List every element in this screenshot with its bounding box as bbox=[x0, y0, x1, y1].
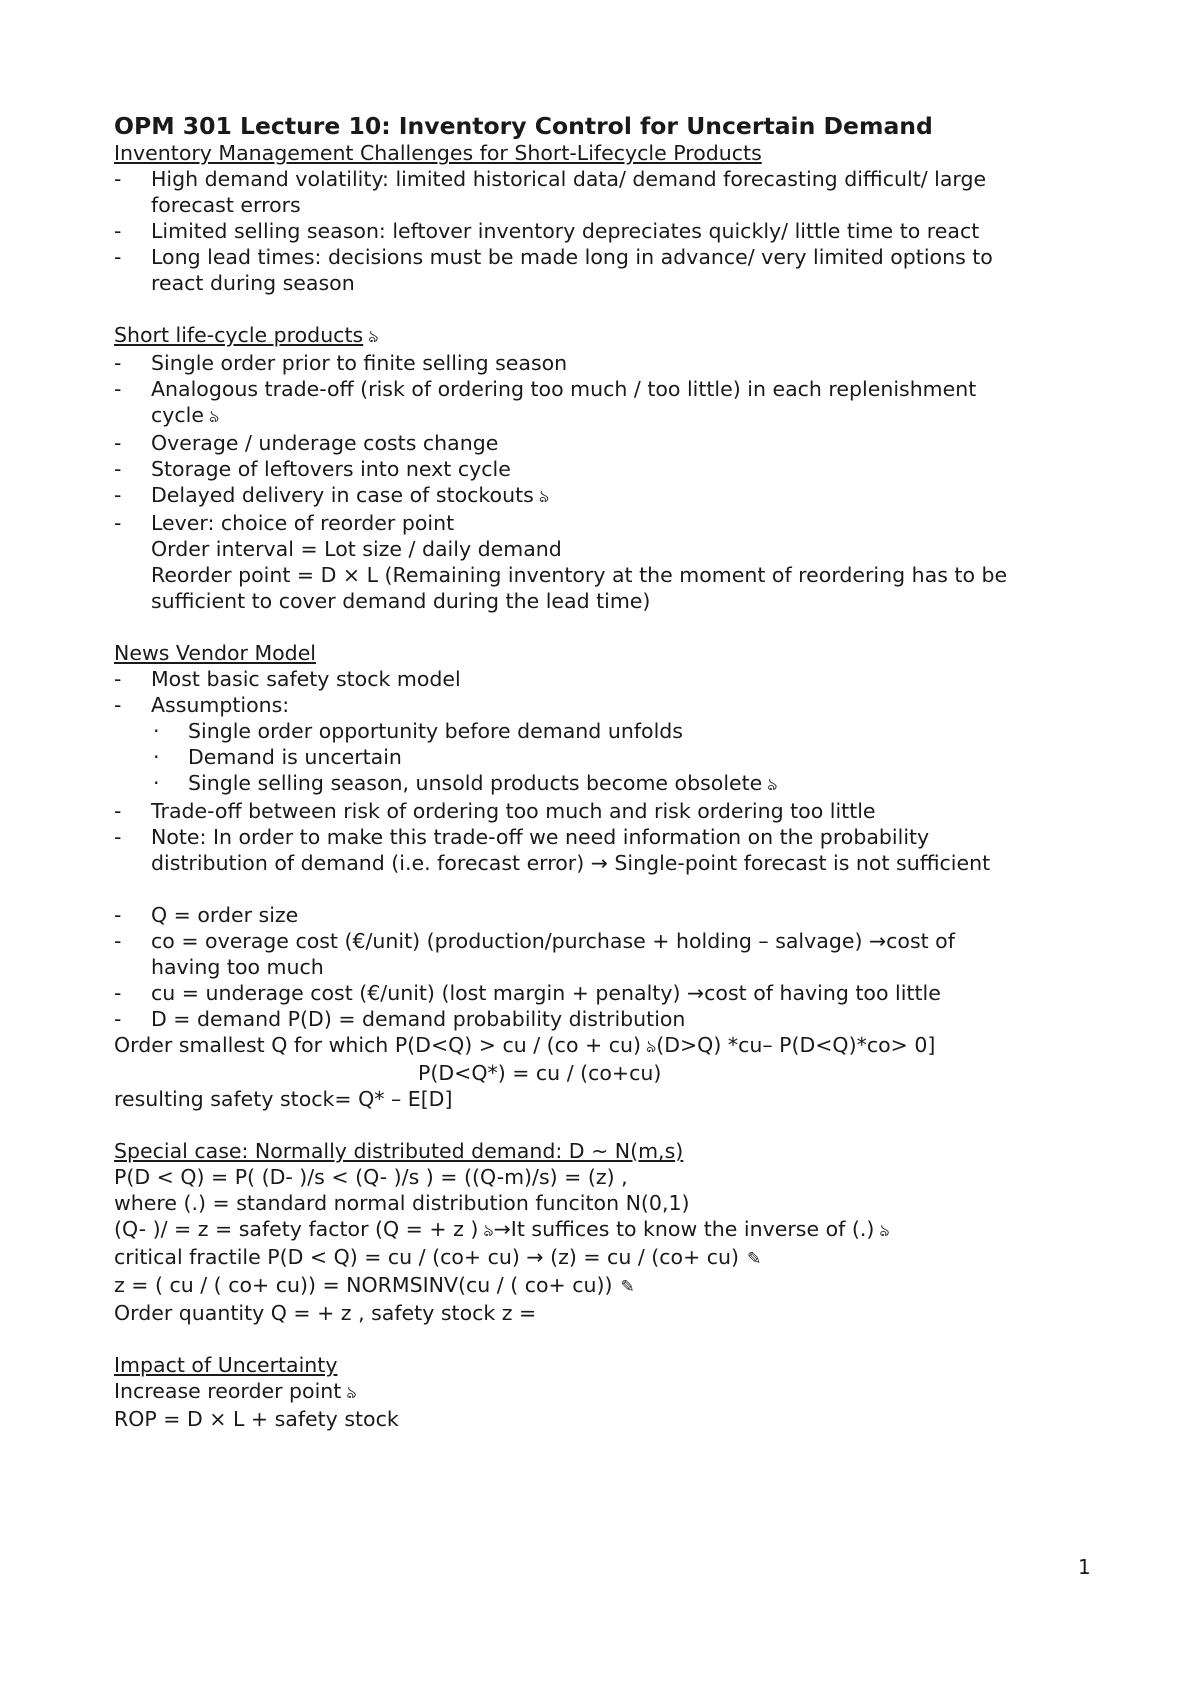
list-item bbox=[114, 510, 1104, 536]
formula-line: where (.) = standard normal distribution funciton N(0,1) bbox=[114, 1191, 690, 1215]
list-item bbox=[114, 482, 1104, 510]
list-item bbox=[114, 666, 1104, 692]
dash-marker: - bbox=[114, 1007, 122, 1031]
dash-marker: - bbox=[114, 377, 122, 401]
symbol-icon: ঌ bbox=[538, 487, 550, 507]
item-text: Q = order size bbox=[151, 903, 299, 927]
list-item bbox=[114, 928, 1104, 954]
item-continuation: Reorder point = D × L (Remaining inventory at the moment of reordering has to be bbox=[151, 563, 1008, 587]
item-text: Overage / underage costs change bbox=[151, 431, 499, 455]
item-text: D = demand P(D) = demand probability distribution bbox=[151, 1007, 686, 1031]
list-item bbox=[114, 824, 1104, 850]
dash-marker: - bbox=[114, 825, 122, 849]
item-continuation: forecast errors bbox=[151, 193, 301, 217]
list-item bbox=[114, 166, 1104, 192]
item-text: Single order prior to finite selling season bbox=[151, 351, 568, 375]
formula-line: Order quantity Q = + z , safety stock z = bbox=[114, 1301, 537, 1325]
list-item bbox=[114, 376, 1104, 402]
list-item bbox=[114, 244, 1104, 270]
symbol-icon: ঌ bbox=[767, 775, 778, 795]
section-heading-news-vendor: News Vendor Model bbox=[114, 641, 316, 665]
formula-line bbox=[114, 1032, 1104, 1060]
list-item bbox=[114, 456, 1104, 482]
item-text: Lever: choice of reorder point bbox=[151, 511, 455, 535]
sub-list-item bbox=[114, 718, 1104, 744]
item-text: Single selling season, unsold products become obsolete bbox=[188, 771, 763, 795]
symbol-icon: ঌ bbox=[208, 407, 220, 427]
item-text: Assumptions: bbox=[151, 693, 290, 717]
dot-marker: · bbox=[153, 745, 160, 769]
page-title: OPM 301 Lecture 10: Inventory Control for Uncertain Demand bbox=[114, 112, 933, 140]
dash-marker: - bbox=[114, 799, 122, 823]
item-text: Most basic safety stock model bbox=[151, 667, 461, 691]
dash-marker: - bbox=[114, 351, 122, 375]
item-text: Demand is uncertain bbox=[188, 745, 402, 769]
sub-list-item bbox=[114, 744, 1104, 770]
item-continuation: having too much bbox=[151, 955, 324, 979]
item-text: Analogous trade-off (risk of ordering too much / too little) in each replenishment bbox=[151, 377, 977, 401]
symbol-icon: ঌ bbox=[483, 1221, 494, 1241]
dash-marker: - bbox=[114, 245, 122, 269]
dash-marker: - bbox=[114, 667, 122, 691]
dash-marker: - bbox=[114, 693, 122, 717]
dash-marker: - bbox=[114, 903, 122, 927]
dot-marker: · bbox=[153, 719, 160, 743]
item-continuation: sufficient to cover demand during the lead time) bbox=[151, 589, 651, 613]
list-item bbox=[114, 902, 1104, 928]
dash-marker: - bbox=[114, 457, 122, 481]
item-text: Storage of leftovers into next cycle bbox=[151, 457, 511, 481]
list-item bbox=[114, 798, 1104, 824]
item-text: Limited selling season: leftover inventory depreciates quickly/ little time to react bbox=[151, 219, 980, 243]
dash-marker: - bbox=[114, 219, 122, 243]
list-item bbox=[114, 692, 1104, 718]
list-item bbox=[114, 1006, 1104, 1032]
symbol-icon: ঌ bbox=[346, 1383, 357, 1403]
list-item bbox=[114, 218, 1104, 244]
item-text: cycle bbox=[151, 403, 204, 427]
list-item bbox=[114, 430, 1104, 456]
dash-marker: - bbox=[114, 167, 122, 191]
pen-icon: ✎ bbox=[620, 1277, 635, 1297]
dash-marker: - bbox=[114, 929, 122, 953]
text-line: ROP = D × L + safety stock bbox=[114, 1407, 399, 1431]
item-continuation: react during season bbox=[151, 271, 355, 295]
symbol-icon: ঌ bbox=[645, 1037, 657, 1057]
item-text: High demand volatility: limited historical data/ demand forecasting difficult/ large bbox=[151, 167, 987, 191]
section-heading-uncertainty: Impact of Uncertainty bbox=[114, 1353, 338, 1377]
formula-line: P(D < Q) = P( (D- )/s < (Q- )/s ) = ((Q-m)/s) = (z) , bbox=[114, 1165, 628, 1189]
symbol-icon: ঌ bbox=[368, 327, 379, 347]
pen-icon: ✎ bbox=[747, 1249, 762, 1269]
formula-line: P(D<Q*) = cu / (co+cu) bbox=[418, 1061, 662, 1085]
list-item bbox=[114, 350, 1104, 376]
page-number: 1 bbox=[1078, 1555, 1091, 1579]
item-text: Note: In order to make this trade-off we need information on the probability bbox=[151, 825, 930, 849]
formula-text: critical fractile P(D < Q) = cu / (co+ cu) → (z) = cu / (co+ cu) bbox=[114, 1245, 740, 1269]
dash-marker: - bbox=[114, 431, 122, 455]
section-heading-challenges: Inventory Management Challenges for Short-Lifecycle Products bbox=[114, 141, 762, 165]
formula-line bbox=[114, 1244, 1104, 1272]
sub-list-item bbox=[114, 770, 1104, 798]
formula-text: →It suffices to know the inverse of (.) bbox=[493, 1217, 875, 1241]
formula-line bbox=[114, 1272, 1104, 1300]
list-item bbox=[114, 980, 1104, 1006]
section-line bbox=[114, 322, 1104, 350]
formula-text: (D>Q) *cu– P(D<Q)*co> 0] bbox=[656, 1033, 936, 1057]
dash-marker: - bbox=[114, 483, 122, 507]
item-continuation: distribution of demand (i.e. forecast error) → Single-point forecast is not sufficient bbox=[151, 851, 991, 875]
section-heading-short-lifecycle: Short life-cycle products bbox=[114, 323, 364, 347]
item-text: Trade-off between risk of ordering too much and risk ordering too little bbox=[151, 799, 876, 823]
text-line bbox=[114, 1378, 1104, 1406]
formula-line: resulting safety stock= Q* – E[D] bbox=[114, 1087, 453, 1111]
document-page bbox=[114, 112, 1104, 1432]
dash-marker: - bbox=[114, 511, 122, 535]
dot-marker: · bbox=[153, 771, 160, 795]
item-text: cu = underage cost (€/unit) (lost margin + penalty) →cost of having too little bbox=[151, 981, 941, 1005]
item-text: Delayed delivery in case of stockouts bbox=[151, 483, 534, 507]
item-text: co = overage cost (€/unit) (production/purchase + holding – salvage) →cost of bbox=[151, 929, 955, 953]
formula-text: (Q- )/ = z = safety factor (Q = + z ) bbox=[114, 1217, 479, 1241]
item-continuation bbox=[114, 402, 1104, 430]
symbol-icon: ঌ bbox=[879, 1221, 890, 1241]
dash-marker: - bbox=[114, 981, 122, 1005]
item-text: Single order opportunity before demand unfolds bbox=[188, 719, 683, 743]
item-text: Long lead times: decisions must be made long in advance/ very limited options to bbox=[151, 245, 993, 269]
formula-line bbox=[114, 1216, 1104, 1244]
formula-text: z = ( cu / ( co+ cu)) = NORMSINV(cu / ( co+ cu)) bbox=[114, 1273, 613, 1297]
item-continuation: Order interval = Lot size / daily demand bbox=[151, 537, 562, 561]
item-text: Increase reorder point bbox=[114, 1379, 342, 1403]
section-heading-normal-demand: Special case: Normally distributed demand: D ~ N(m,s) bbox=[114, 1139, 684, 1163]
formula-text: Order smallest Q for which P(D<Q) > cu / (co + cu) bbox=[114, 1033, 641, 1057]
